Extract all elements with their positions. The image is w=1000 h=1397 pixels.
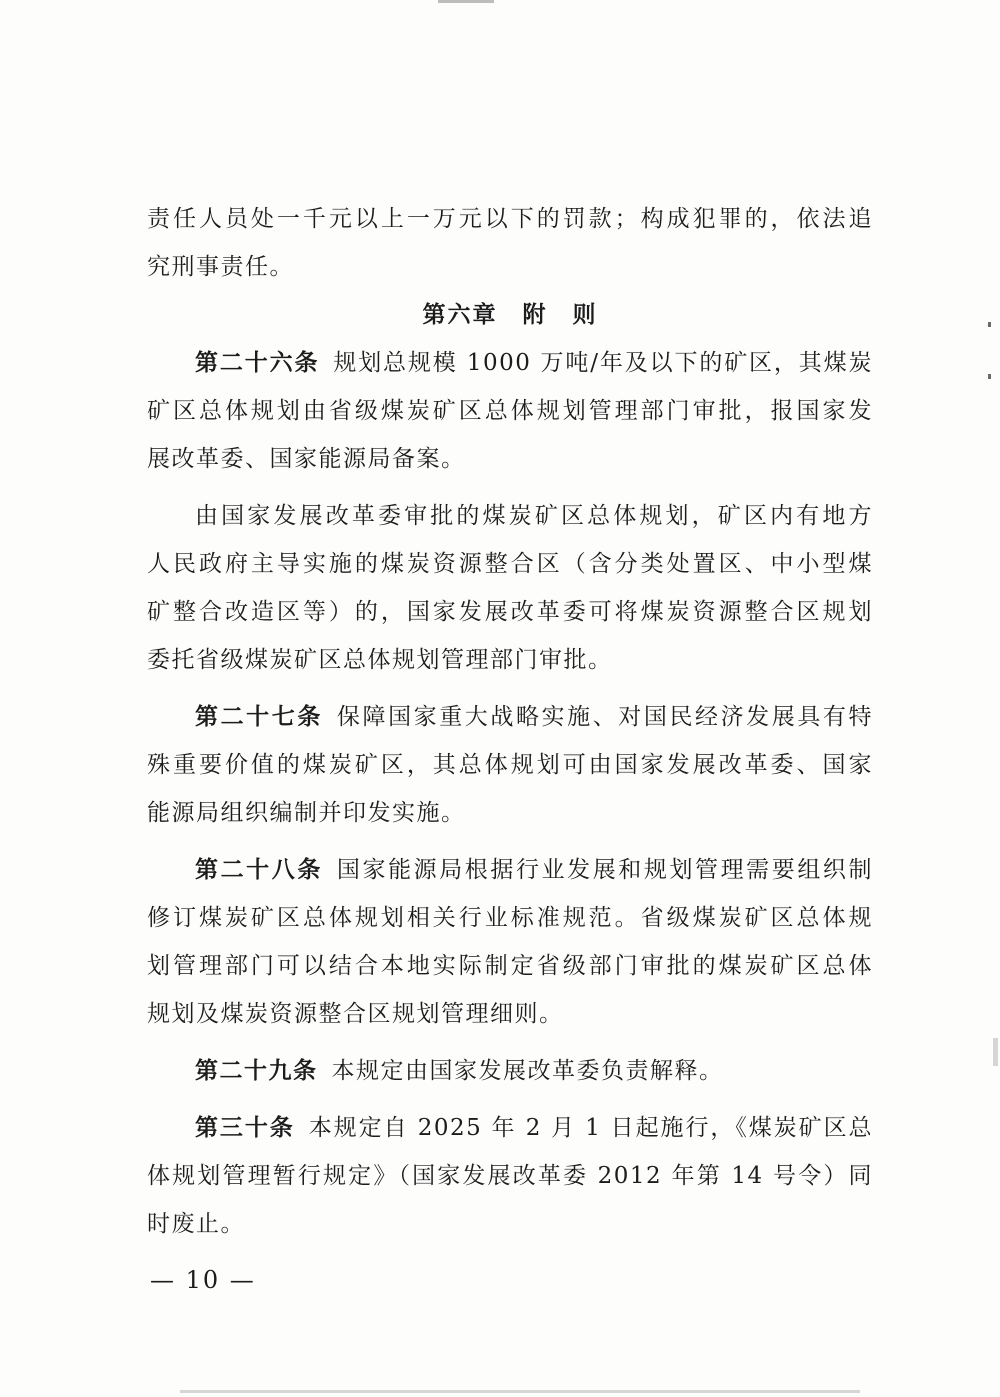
body-text: 本规定由国家发展改革委负责解释。 [331,1058,724,1084]
body-line: 时废止。 [147,1211,245,1237]
body-text: 本规定自 2025 年 2 月 1 日起施行，《煤炭矿区总 [308,1115,874,1141]
page-number: — 10 — [150,1266,256,1294]
article-27-first-line [147,693,873,741]
article-26-first-line [147,339,873,387]
body-line: 委托省级煤炭矿区总体规划管理部门审批。 [147,647,613,673]
article-label: 第二十六条 [195,350,320,376]
body-line: 殊重要价值的煤炭矿区，其总体规划可由国家发展改革委、国家 [147,752,873,778]
scan-artifact [988,322,991,327]
scan-artifact [988,374,991,379]
page-body [147,195,873,1248]
body-line: 究刑事责任。 [147,254,294,280]
body-line: 人民政府主导实施的煤炭资源整合区（含分类处置区、中小型煤 [147,551,873,577]
scan-artifact [438,0,494,3]
body-line: 规划及煤炭资源整合区规划管理细则。 [147,1001,564,1027]
article-label: 第二十七条 [195,704,323,730]
body-line: 矿整合改造区等）的，国家发展改革委可将煤炭资源整合区规划 [147,599,873,625]
article-29-line [147,1047,873,1095]
scan-artifact [180,1390,860,1393]
article-label: 第三十条 [195,1115,295,1141]
article-28-first-line [147,846,873,894]
body-line: 划管理部门可以结合本地实际制定省级部门审批的煤炭矿区总体 [147,953,873,979]
body-line: 矿区总体规划由省级煤炭矿区总体规划管理部门审批，报国家发 [147,398,873,424]
scan-artifact [993,1038,998,1066]
body-text: 规划总规模 1000 万吨/年及以下的矿区，其煤炭 [333,350,874,376]
body-line: 由国家发展改革委审批的煤炭矿区总体规划，矿区内有地方 [195,503,873,529]
body-line: 责任人员处一千元以上一万元以下的罚款；构成犯罪的，依法追 [147,206,873,232]
article-label: 第二十九条 [195,1058,318,1084]
body-line: 能源局组织编制并印发实施。 [147,800,466,826]
body-text: 保障国家重大战略实施、对国民经济发展具有特 [336,704,874,730]
article-label: 第二十八条 [195,857,323,883]
chapter-title: 第六章 附 则 [422,302,598,328]
body-line: 展改革委、国家能源局备案。 [147,446,466,472]
body-line: 体规划管理暂行规定》（国家发展改革委 2012 年第 14 号令）同 [147,1163,873,1189]
body-line: 修订煤炭矿区总体规划相关行业标准规范。省级煤炭矿区总体规 [147,905,873,931]
body-text: 国家能源局根据行业发展和规划管理需要组织制 [336,857,874,883]
article-30-first-line [147,1104,873,1152]
